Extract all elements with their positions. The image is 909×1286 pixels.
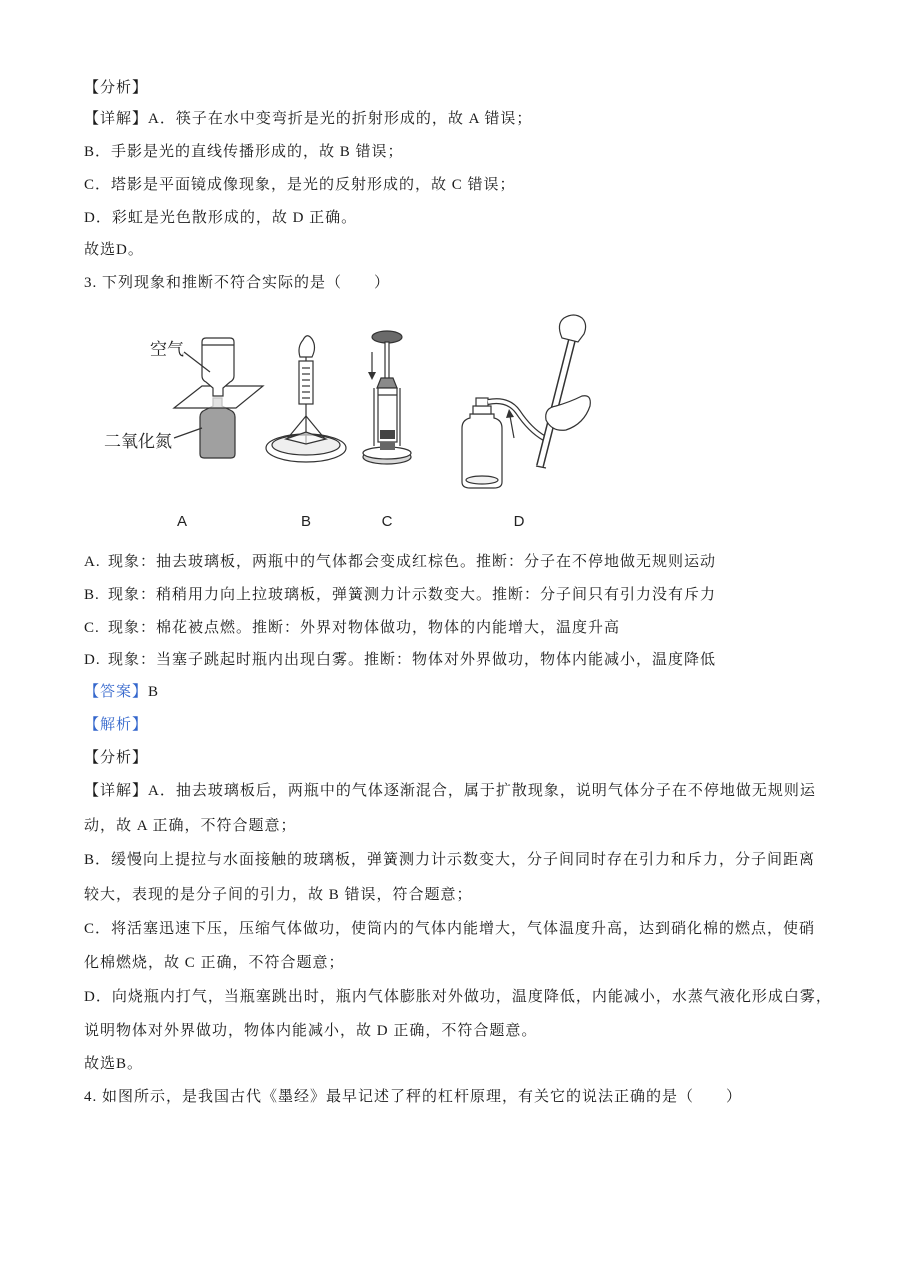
panel-label-b: B [300,513,312,530]
panel-label-a: A [176,513,188,530]
q2-detail-line [84,109,532,129]
q2-conclusion: 故选D。 [84,242,144,258]
panel-label-d: D [513,513,525,530]
option-letter: D. [84,652,101,668]
hand-top-icon [559,315,585,342]
q2-detail-line: B．手影是光的直线传播形成的，故 B 错误； [84,144,404,160]
q2-detail-label: 【详解】 [84,111,149,127]
q3-figure [100,310,600,535]
option-letter: A. [84,554,101,570]
q2-detail-line: C．塔影是平面镜成像现象，是光的反射形成的，故 C 错误； [84,177,516,193]
figure-d-air-pump-bottle [462,315,590,488]
q2-detail-text: A．筷子在水中变弯折是光的折射形成的，故 A 错误； [148,111,533,127]
q3-detail-line: 较大，表现的是分子间的引力，故 B 错误，符合题意； [84,887,473,903]
q3-detail-line: 动，故 A 正确，不符合题意； [84,818,297,834]
option-letter: C. [84,620,100,636]
option-text: 现象：棉花被点燃。推断：外界对物体做功，物体的内能增大，温度升高 [108,620,621,636]
q3-detail-label: 【详解】 [84,783,149,799]
pump-arrow [510,416,514,438]
option-text: 现象：当塞子跳起时瓶内出现白雾。推断：物体对外界做功，物体内能减小，温度降低 [108,652,717,668]
q2-analysis-label: 【分析】 [84,80,149,96]
option-text: 现象：稍稍用力向上拉玻璃板，弹簧测力计示数变大。推断：分子间只有引力没有斥力 [108,587,717,603]
q2-detail-line: D．彩虹是光色散形成的，故 D 正确。 [84,210,358,226]
panel-label-c: C [381,513,393,530]
q3-conclusion: 故选B。 [84,1056,144,1072]
hand-icon [299,336,315,357]
piston-rod [385,342,389,379]
stopper [473,406,491,414]
piston-knob [372,331,402,343]
q4-stem: 4. 如图所示，是我国古代《墨经》最早记述了秤的杠杆原理，有关它的说法正确的是（ ） [84,1089,743,1105]
option-text: 现象：抽去玻璃板，两瓶中的气体都会变成红棕色。推断：分子在不停地做无规则运动 [108,554,717,570]
figure-a-gas-bottles [104,338,263,458]
explain-label: 【解析】 [84,717,149,733]
figure-b-spring-scale [266,336,346,462]
q3-detail-line [84,781,816,801]
answer-line [84,682,159,702]
label-no2: 二氧化氮 [104,432,172,451]
q3-detail-line: C．将活塞迅速下压，压缩气体做功，使筒内的气体内能增大，气体温度升高，达到硝化棉的燃点，使硝 [84,921,816,937]
option-letter: B. [84,587,100,603]
figure-c-piston-cylinder [363,331,411,464]
q3-detail-line: 化棉燃烧，故 C 正确，不符合题意； [84,955,345,971]
answer-value: B [148,684,160,700]
answer-label: 【答案】 [84,684,149,700]
q3-detail-line: B．缓慢向上提拉与水面接触的玻璃板，弹簧测力计示数变大，分子间同时存在引力和斥力，分子间距离 [84,852,816,868]
q3-detail-line: D．向烧瓶内打气，当瓶塞跳出时，瓶内气体膨胀对外做功，温度降低，内能减小，水蒸气液化形成白雾， [84,989,832,1005]
q3-detail-text: A．抽去玻璃板后，两瓶中的气体逐渐混合，属于扩散现象，说明气体分子在不停地做无规则运 [148,783,816,799]
q3-analysis-label: 【分析】 [84,750,149,766]
label-air: 空气 [150,340,184,359]
q3-stem: 3. 下列现象和推断不符合实际的是（ ） [84,275,391,291]
cotton [380,430,395,439]
q3-detail-line: 说明物体对外界做功，物体内能减小，故 D 正确，不符合题意。 [84,1023,538,1039]
no2-leader-line [174,428,202,438]
